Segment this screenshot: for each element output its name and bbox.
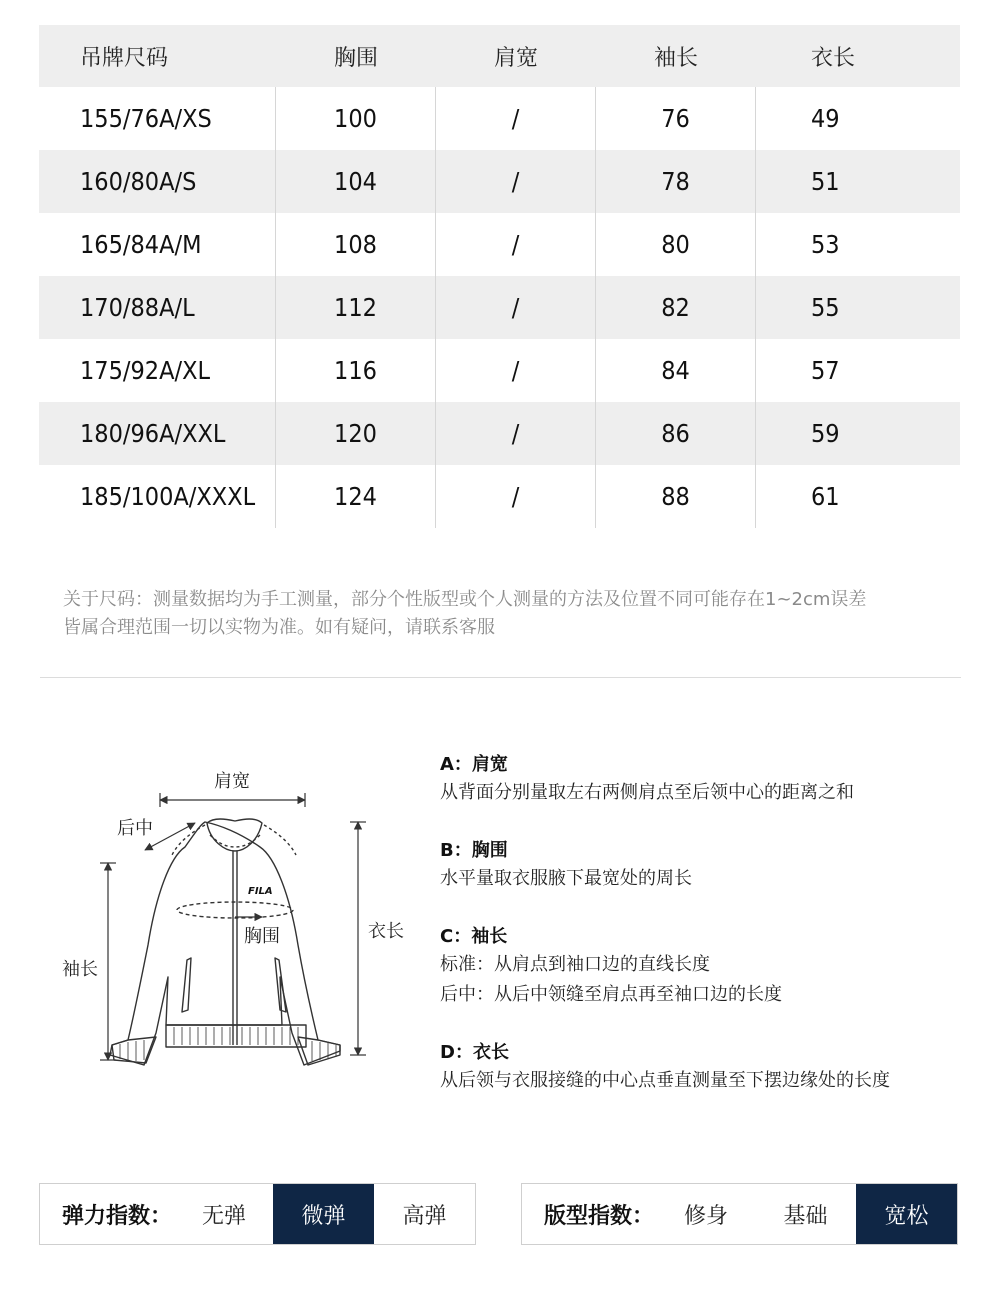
definition-title: A：肩宽 [440,754,508,775]
cell-chest: 104 [276,150,436,213]
definition-text: 水平量取衣服腋下最宽处的周长 [440,868,692,889]
cell-length: 55 [811,293,840,322]
table-row [39,339,960,402]
cell-size: 170/88A/L [39,276,276,339]
diagram-label-shoulder: 肩宽 [214,771,250,792]
diagram-label-chest: 胸围 [244,926,280,947]
cell-sleeve: 84 [596,339,756,402]
header-tag-size: 吊牌尺码 [80,45,169,71]
cell-chest: 124 [276,465,436,528]
jacket-measurement-diagram [50,755,410,1085]
cell-sleeve: 88 [596,465,756,528]
cell-chest: 108 [276,213,436,276]
fit-option-slim[interactable]: 修身 [683,1203,728,1229]
header-sleeve: 袖长 [653,45,698,71]
cell-shoulder: / [436,213,596,276]
elastic-option-none[interactable]: 无弹 [201,1203,246,1229]
header-shoulder: 肩宽 [493,45,538,71]
cell-length: 51 [811,167,840,196]
table-row [39,150,960,213]
size-note-line-2: 皆属合理范围一切以实物为准。如有疑问，请联系客服 [63,617,495,638]
jacket-hem-rib [166,1025,306,1047]
cell-length: 57 [811,356,840,385]
fit-option-regular[interactable]: 基础 [783,1203,828,1229]
definition-shoulder [440,752,980,808]
size-note [63,586,963,642]
cell-length: 53 [811,230,840,259]
table-row [39,465,960,528]
table-row [39,276,960,339]
cell-sleeve: 76 [596,87,756,150]
cell-size: 155/76A/XS [39,87,276,150]
elastic-index-title: 弹力指数： [62,1203,173,1229]
header-chest: 胸围 [333,45,378,71]
elastic-option-high[interactable]: 高弹 [402,1203,447,1229]
definition-title: C：袖长 [440,926,508,947]
definition-title: B：胸围 [440,840,508,861]
definition-chest [440,838,980,894]
cell-shoulder: / [436,339,596,402]
elastic-option-slight[interactable]: 微弹 [273,1184,374,1244]
section-divider [40,677,961,678]
cell-sleeve: 82 [596,276,756,339]
cell-chest: 116 [276,339,436,402]
cell-shoulder: / [436,402,596,465]
definition-text: 标准：从肩点到袖口边的直线长度 [440,954,710,975]
fit-index-title: 版型指数： [544,1203,655,1229]
cell-chest: 112 [276,276,436,339]
cell-shoulder: / [436,150,596,213]
fit-index-bar [521,1183,958,1245]
cell-length: 49 [811,104,840,133]
jacket-right-cuff [298,1037,340,1065]
cell-sleeve: 80 [596,213,756,276]
diagram-label-length: 衣长 [368,921,404,942]
definition-text: 后中：从后中领缝至肩点再至袖口边的长度 [440,984,782,1005]
table-row [39,87,960,150]
cell-chest: 120 [276,402,436,465]
diagram-label-back-center: 后中 [117,818,153,839]
cell-shoulder: / [436,87,596,150]
chest-measure-ellipse [177,902,293,918]
cell-shoulder: / [436,465,596,528]
size-table [39,25,960,528]
definition-length [440,1040,980,1096]
definition-title: D：衣长 [440,1042,509,1063]
cell-sleeve: 78 [596,150,756,213]
definition-sleeve [440,924,980,1010]
jacket-left-pocket [182,958,191,1012]
header-length: 衣长 [811,45,856,71]
cell-sleeve: 86 [596,402,756,465]
table-row [39,213,960,276]
elastic-index-bar [39,1183,476,1245]
cell-length: 59 [811,419,840,448]
size-table-header [39,25,960,87]
table-row [39,402,960,465]
cell-shoulder: / [436,276,596,339]
measurement-definitions [440,752,980,1126]
cell-chest: 100 [276,87,436,150]
cell-size: 175/92A/XL [39,339,276,402]
size-note-line-1: 关于尺码：测量数据均为手工测量，部分个性版型或个人测量的方法及位置不同可能存在1~2cm误差 [63,589,867,610]
definition-text: 从后领与衣服接缝的中心点垂直测量至下摆边缘处的长度 [440,1070,890,1091]
fila-logo: FILA [248,886,273,897]
definition-text: 从背面分别量取左右两侧肩点至后领中心的距离之和 [440,782,854,803]
jacket-collar [207,819,262,851]
diagram-label-sleeve: 袖长 [62,959,98,980]
cell-size: 165/84A/M [39,213,276,276]
cell-size: 160/80A/S [39,150,276,213]
cell-length: 61 [811,482,840,511]
fit-option-loose[interactable]: 宽松 [856,1184,957,1244]
cell-size: 180/96A/XXL [39,402,276,465]
cell-size: 185/100A/XXXL [39,465,276,528]
